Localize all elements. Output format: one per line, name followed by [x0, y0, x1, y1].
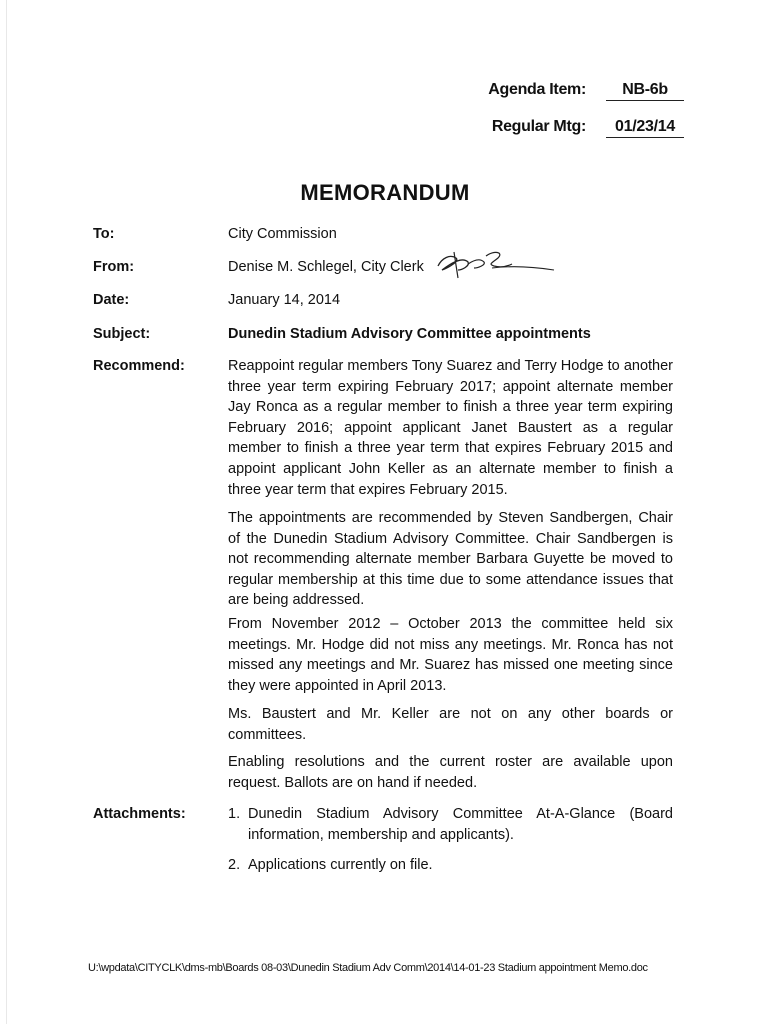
agenda-item-label: Agenda Item: — [488, 81, 586, 98]
attachment-item — [228, 855, 673, 876]
from-label: From: — [93, 259, 135, 275]
appointments-paragraph: The appointments are recommended by Steven Sandbergen, Chair of the Dunedin Stadium Advisory Committee. Chair Sandbergen is not recommending alternate member Barbara Guyette be moved to regular membership at this time due to some attendance issues that are being addressed. — [228, 510, 673, 609]
from-value: Denise M. Schlegel, City Clerk — [228, 259, 424, 275]
regular-meeting-row — [0, 118, 770, 140]
subject-value: Dunedin Stadium Advisory Committee appointments — [228, 326, 591, 342]
attachment-number: 2. — [228, 857, 241, 873]
agenda-item-row — [0, 81, 770, 103]
subject-label: Subject: — [93, 326, 151, 342]
to-label: To: — [93, 226, 115, 242]
other-boards-paragraph: Ms. Baustert and Mr. Keller are not on any other boards or committees. — [228, 706, 673, 743]
scan-edge-line — [6, 0, 7, 1024]
attendance-paragraph: From November 2012 – October 2013 the committee held six meetings. Mr. Hodge did not miss any meetings. Mr. Ronca has not missed any meetings and Mr. Suarez has missed one meeting since they were appointed in April 2013. — [228, 616, 673, 694]
regular-meeting-label: Regular Mtg: — [491, 118, 586, 135]
attachment-item — [228, 804, 673, 845]
attachment-text: Applications currently on file. — [248, 857, 433, 873]
file-path-footer: U:\wpdata\CITYCLK\dms-mb\Boards 08-03\Dunedin Stadium Adv Comm\2014\14-01-23 Stadium appointment Memo.doc — [88, 962, 648, 974]
recommend-label: Recommend: — [93, 358, 185, 374]
regular-meeting-value: 01/23/14 — [606, 118, 684, 138]
date-label: Date: — [93, 292, 130, 308]
to-value: City Commission — [228, 226, 337, 242]
agenda-item-value: NB-6b — [606, 81, 684, 101]
attachment-text: Dunedin Stadium Advisory Committee At-A-Glance (Board information, membership and applicants). — [248, 806, 673, 843]
memo-title: MEMORANDUM — [300, 180, 470, 205]
attachments-label: Attachments: — [93, 806, 186, 822]
clerk-signature — [428, 244, 558, 280]
resolutions-paragraph: Enabling resolutions and the current roster are available upon request. Ballots are on hand if needed. — [228, 754, 673, 791]
attachment-number: 1. — [228, 806, 241, 822]
date-value: January 14, 2014 — [228, 292, 341, 308]
recommendation-paragraph: Reappoint regular members Tony Suarez and Terry Hodge to another three year term expiring February 2017; appoint alternate member Jay Ronca as a regular member to finish a three year term expiring February 2016; appoint applicant Janet Baustert as a regular member to finish a three year term that expires February 2015 and appoint applicant John Keller as an alternate member to finish a three year term that expires February 2015. — [228, 358, 673, 498]
